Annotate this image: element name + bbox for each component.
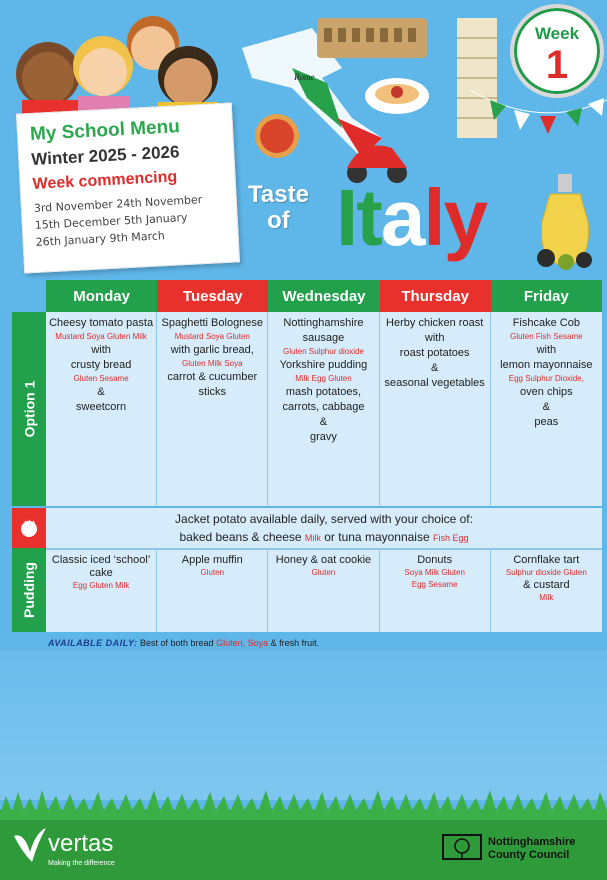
dish-text: lemon mayonnaise	[500, 359, 593, 371]
dish-text: Cornflake tart	[513, 554, 580, 566]
dish-text: Yorkshire pudding	[279, 359, 368, 371]
dish-text: Spaghetti Bolognese	[161, 317, 264, 329]
day-header-wednesday: Wednesday	[268, 280, 379, 312]
allergen-text: Egg Sulphur Dioxide,	[508, 374, 584, 383]
dates-line: 3rd November 24th November	[33, 193, 203, 215]
dish-text: &	[319, 416, 328, 428]
week-label: Week	[534, 24, 580, 43]
allergen-text: Egg Sesame	[411, 580, 458, 589]
week-commencing-label: Week commencing	[32, 168, 178, 193]
jacket-line: Jacket potato available daily, served with your choice of:	[175, 512, 473, 526]
pudding-row-label	[12, 548, 46, 632]
of-word: of	[267, 207, 290, 234]
dish-text: with	[91, 344, 111, 356]
vertas-tagline: Making the difference	[48, 860, 115, 867]
allergen-text: Gluten Sesame	[73, 374, 129, 383]
day-header-row	[46, 280, 602, 312]
dish-text: Nottinghamshire sausage	[283, 317, 364, 344]
allergen-text: Milk Egg Gluten	[295, 374, 352, 383]
dish-text: &	[97, 386, 105, 398]
italy-part: It	[336, 173, 381, 262]
dish-text: gravy	[310, 431, 337, 443]
option1-label: Option 1	[21, 380, 37, 438]
day-header-friday: Friday	[491, 280, 602, 312]
available-text: & fresh fruit.	[270, 638, 320, 648]
allergen-text: Gluten Sulphur dioxide	[282, 347, 364, 356]
dish-text: Honey & oat cookie	[275, 554, 372, 566]
allergen-text: Fish Egg	[433, 533, 469, 543]
allergen-text: Gluten	[200, 568, 225, 577]
rome-label: Rome	[294, 72, 315, 82]
menu-cell	[46, 550, 157, 632]
dish-text: Classic iced ‘school’ cake	[51, 554, 151, 579]
council-line: Nottinghamshire	[488, 836, 576, 848]
italy-part: ly	[423, 173, 487, 262]
sky-background	[0, 650, 607, 800]
dish-text: seasonal vegetables	[384, 377, 485, 389]
available-daily-label: AVAILABLE DAILY:	[48, 638, 138, 648]
dates-line: 15th December 5th January	[34, 210, 188, 232]
allergen-text: Gluten Milk Soya	[182, 359, 243, 368]
dish-text: Herby chicken roast	[386, 317, 484, 329]
allergen-text: Gluten, Soya	[216, 638, 269, 648]
menu-cell	[157, 312, 268, 506]
pudding-label: Pudding	[21, 562, 37, 618]
council-name	[488, 836, 575, 862]
dish-text: roast potatoes	[399, 347, 470, 359]
available-text: Best of both bread	[140, 638, 214, 648]
dish-text: &	[542, 401, 551, 413]
title-card	[16, 102, 240, 273]
allergen-text: Milk	[539, 593, 554, 602]
day-header-monday: Monday	[46, 280, 157, 312]
dish-text: sweetcorn	[76, 401, 127, 413]
council-line: County Council	[488, 849, 570, 861]
option1-row-label	[12, 312, 46, 506]
vertas-name: vertas	[48, 830, 114, 857]
dish-text: Apple muffin	[181, 554, 243, 566]
pudding-row	[46, 548, 602, 632]
menu-cell	[491, 550, 602, 632]
dish-text: & custard	[523, 579, 570, 591]
dish-text: with	[536, 344, 557, 356]
jacket-choice: baked beans & cheese	[179, 530, 302, 544]
dish-text: carrot & cucumber sticks	[167, 371, 258, 398]
allergen-text: Mustard Soya Gluten	[174, 332, 250, 341]
allergen-text: Mustard Soya Gluten Milk	[55, 332, 147, 341]
menu-cell	[380, 550, 491, 632]
dish-text: with	[424, 332, 445, 344]
menu-cell	[491, 312, 602, 506]
dates-line: 26th January 9th March	[35, 229, 166, 249]
menu-cell	[157, 550, 268, 632]
menu-cell	[268, 550, 379, 632]
week-badge	[510, 4, 604, 98]
dish-text: crusty bread	[70, 359, 132, 371]
jacket-choices	[46, 528, 602, 547]
menu-cell	[46, 312, 157, 506]
allergen-text: Egg Gluten Milk	[72, 581, 130, 590]
available-daily-note	[48, 638, 319, 648]
dish-text: mash potatoes, carrots, cabbage	[282, 386, 365, 413]
week-number: 1	[545, 43, 569, 87]
dish-text: Donuts	[417, 554, 453, 566]
dish-text: oven chips	[520, 386, 573, 398]
allergen-text: Milk	[304, 533, 321, 543]
day-header-thursday: Thursday	[380, 280, 491, 312]
allergen-text: Sulphur dioxide Gluten	[505, 568, 587, 577]
allergen-text: Gluten Fish Sesame	[510, 332, 583, 341]
option1-row	[46, 312, 602, 506]
dish-text: Cheesy tomato pasta	[49, 317, 154, 329]
week-dates	[33, 190, 225, 251]
olive-oil-illustration	[528, 172, 603, 272]
dish-text: peas	[534, 416, 559, 428]
council-crest-icon	[442, 834, 482, 860]
theme-subtitle	[248, 182, 309, 234]
allergen-text: Gluten	[311, 568, 336, 577]
jacket-potato-row	[46, 508, 602, 548]
season-label: Winter 2025 - 2026	[30, 142, 180, 170]
taste-word: Taste	[248, 181, 309, 208]
dish-text: with garlic bread,	[170, 344, 254, 356]
menu-cell	[268, 312, 379, 506]
theme-title	[336, 173, 487, 262]
day-header-tuesday: Tuesday	[157, 280, 268, 312]
menu-title: My School Menu	[29, 116, 181, 146]
italy-part: a	[380, 173, 424, 262]
dish-text: Fishcake Cob	[512, 317, 580, 329]
hot-food-marker	[12, 508, 46, 548]
allergen-text: Soya Milk Gluten	[404, 568, 465, 577]
jacket-potato-icon	[18, 517, 40, 539]
menu-cell	[380, 312, 491, 506]
dish-text: &	[430, 362, 439, 374]
jacket-choice: or tuna mayonnaise	[324, 530, 430, 544]
